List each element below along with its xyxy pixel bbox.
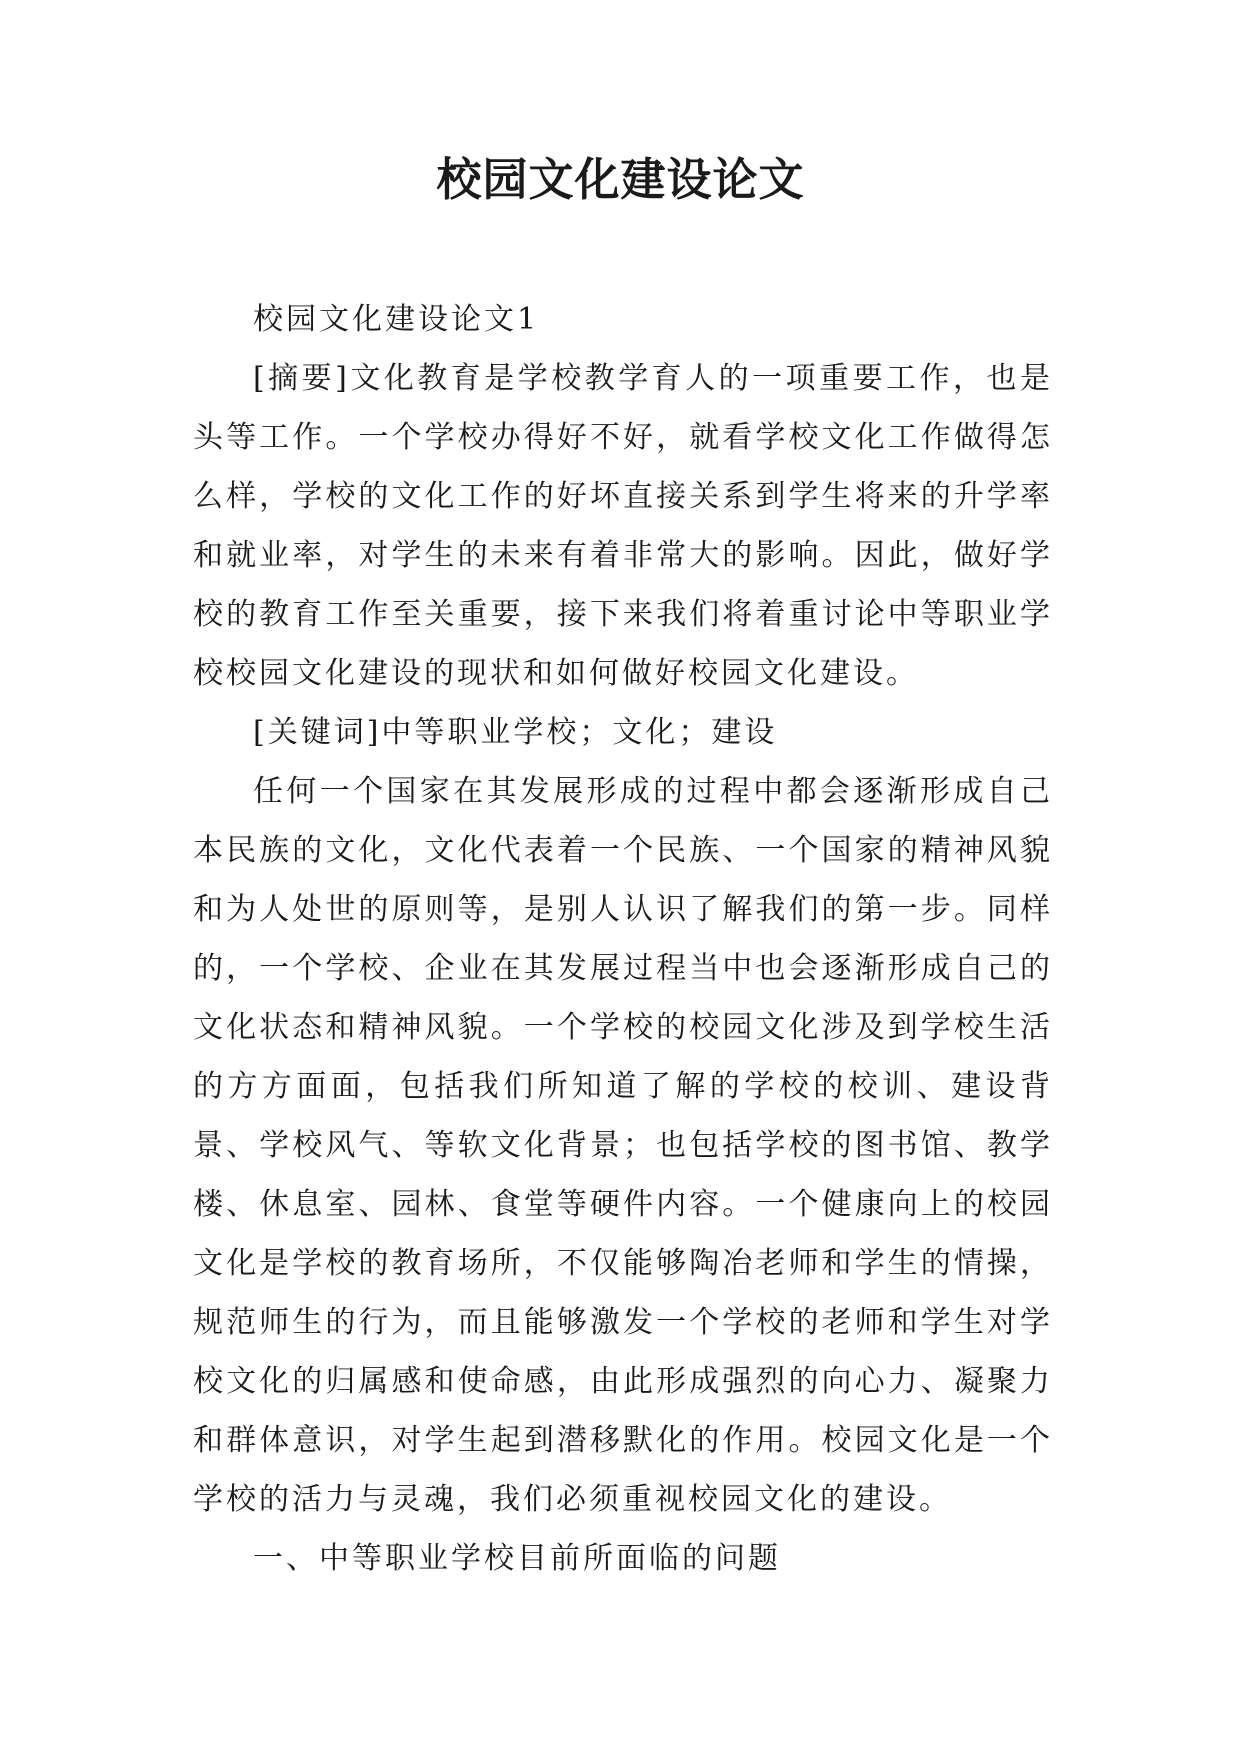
document-title: 校园文化建设论文: [436, 153, 805, 206]
body-paragraph: 任何一个国家在其发展形成的过程中都会逐渐形成自己本民族的文化，文化代表着一个民族、一个国家的精神风貌和为人处世的原则等，是别人认识了解我们的第一步。同样的，一个学校、企业在其发展过程当中也会逐渐形成自己的文化状态和精神风貌。一个学校的校园文化涉及到学校生活的方方面面，包括我们所知道了解的学校的校训、建设背景、学校风气、等软文化背景；也包括学校的图书馆、教学楼、休息室、园林、食堂等硬件内容。一个健康向上的校园文化是学校的教育场所，不仅能够陶冶老师和学生的情操，规范师生的行为，而且能够激发一个学校的老师和学生对学校文化的归属感和使命感，由此形成强烈的向心力、凝聚力和群体意识，对学生起到潜移默化的作用。校园文化是一个学校的活力与灵魂，我们必须重视校园文化的建设。: [193, 774, 1053, 1517]
keywords-paragraph: [关键词]中等职业学校；文化；建设: [253, 715, 778, 750]
abstract-paragraph: [摘要]文化教育是学校教学育人的一项重要工作，也是头等工作。一个学校办得好不好，就看学校文化工作做得怎么样，学校的文化工作的好坏直接关系到学生将来的升学率和就业率，对学生的未来有着非常大的影响。因此，做好学校的教育工作至关重要，接下来我们将着重讨论中等职业学校校园文化建设的现状和如何做好校园文化建设。: [193, 361, 1053, 691]
section-heading: 一、中等职业学校目前所面临的问题: [253, 1541, 781, 1576]
document-body: [193, 290, 1053, 1588]
section-subtitle: 校园文化建设论文1: [253, 302, 540, 337]
